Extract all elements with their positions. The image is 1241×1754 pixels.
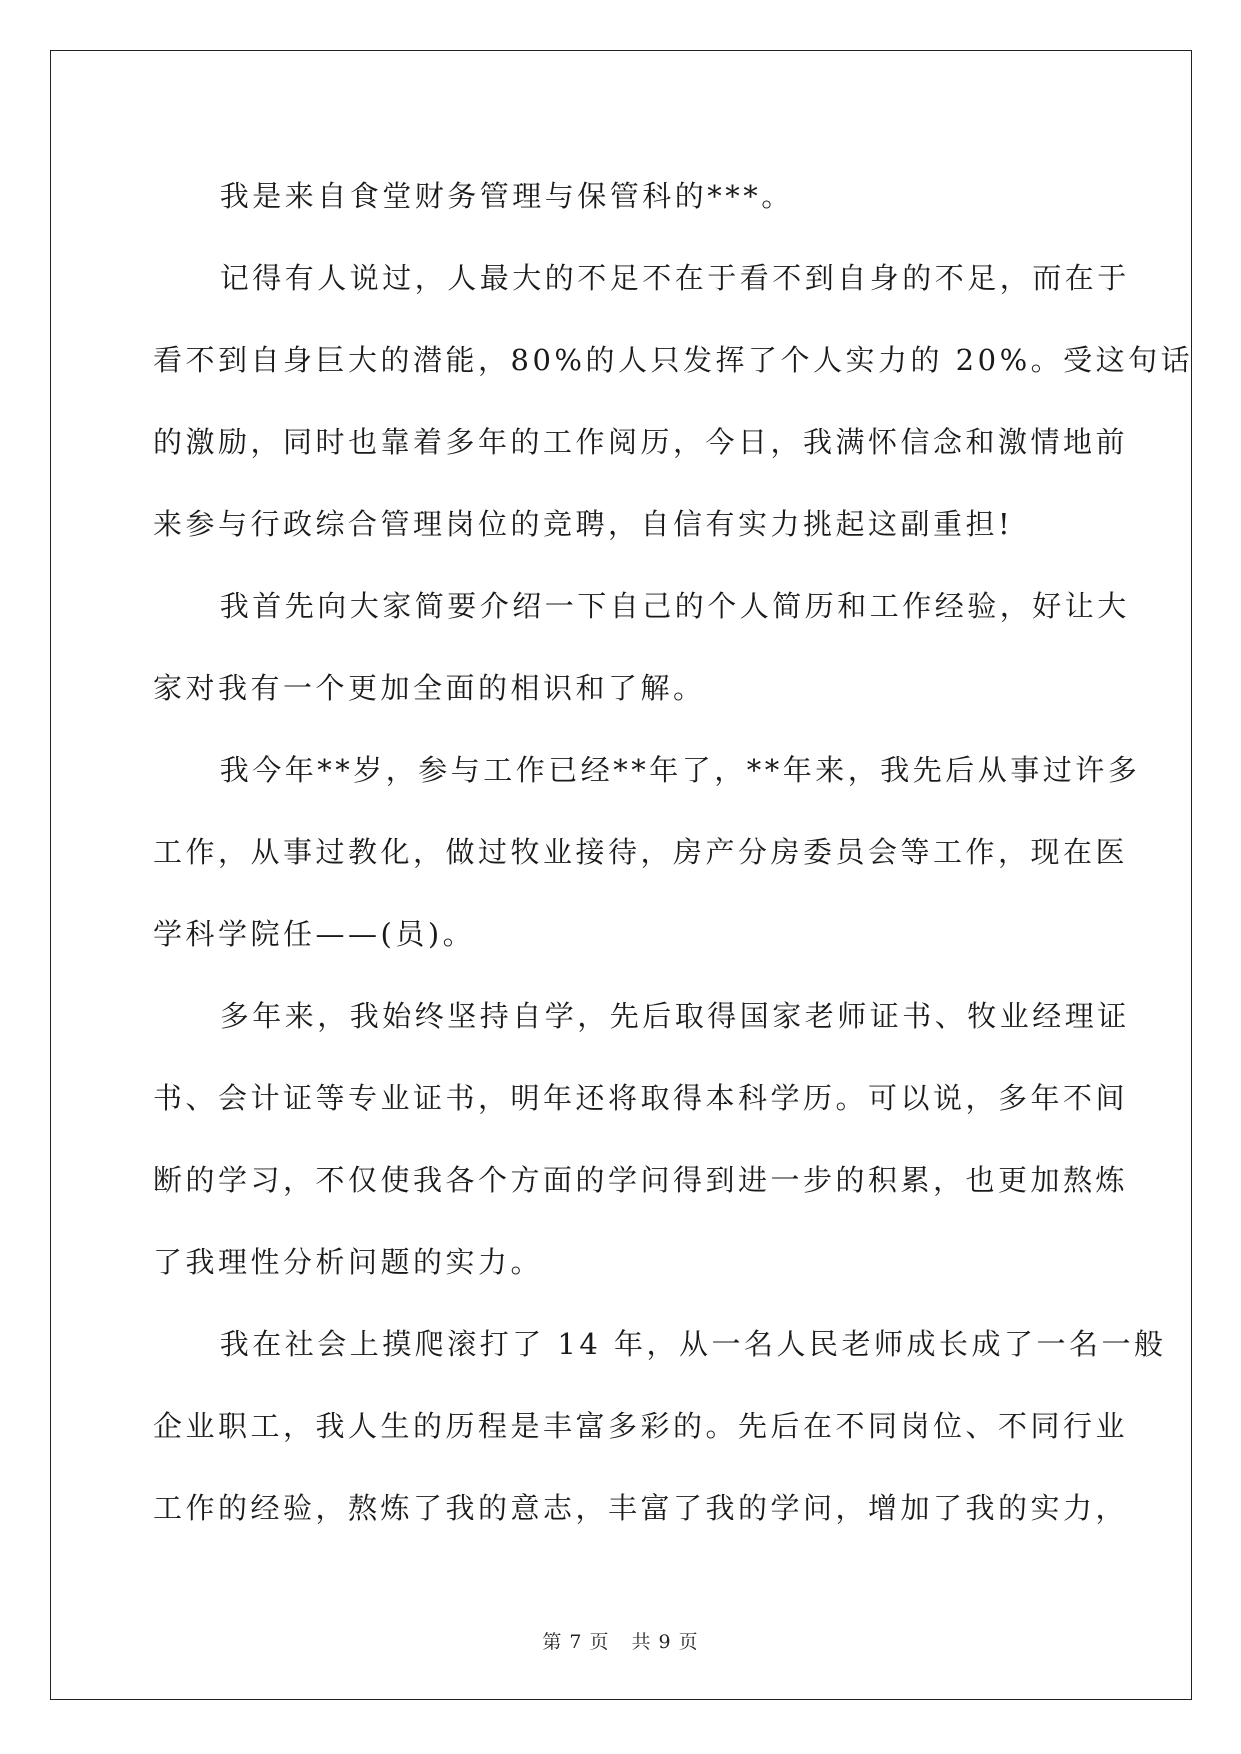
text-line: 看不到自身巨大的潜能，80%的人只发挥了个人实力的 20%。受这句话 — [153, 343, 1194, 377]
text-line: 企业职工，我人生的历程是丰富多彩的。先后在不同岗位、不同行业 — [153, 1409, 1129, 1443]
text-line: 工作，从事过教化，做过牧业接待，房产分房委员会等工作，现在医 — [153, 835, 1129, 869]
paragraph — [153, 565, 1130, 729]
page-number: 第 7 页 — [542, 1631, 610, 1653]
text-line: 学科学院任——(员)。 — [153, 917, 476, 951]
text-line: 多年来，我始终坚持自学，先后取得国家老师证书、牧业经理证 — [219, 999, 1130, 1033]
text-line: 我是来自食堂财务管理与保管科的***。 — [219, 179, 794, 213]
text-line: 了我理性分析问题的实力。 — [153, 1245, 544, 1279]
text-line: 来参与行政综合管理岗位的竞聘，自信有实力挑起这副重担! — [153, 507, 1014, 541]
paragraph — [153, 1303, 1167, 1549]
text-line: 我今年**岁，参与工作已经**年了，**年来，我先后从事过许多 — [219, 753, 1141, 787]
text-line: 书、会计证等专业证书，明年还将取得本科学历。可以说，多年不间 — [153, 1081, 1129, 1115]
text-line: 断的学习，不仅使我各个方面的学问得到进一步的积累，也更加熬炼 — [153, 1163, 1129, 1197]
paragraph — [153, 729, 1141, 975]
paragraph — [153, 155, 1088, 237]
text-line: 工作的经验，熬炼了我的意志，丰富了我的学问，增加了我的实力， — [153, 1491, 1129, 1525]
document-body — [153, 155, 1194, 1549]
paragraph — [153, 237, 1194, 565]
text-line: 我在社会上摸爬滚打了 14 年，从一名人民老师成长成了一名一般 — [219, 1327, 1167, 1361]
text-line: 家对我有一个更加全面的相识和了解。 — [153, 671, 706, 705]
page-total: 共 9 页 — [631, 1631, 699, 1653]
text-line: 我首先向大家简要介绍一下自己的个人简历和工作经验，好让大 — [219, 589, 1130, 623]
page-footer — [0, 1627, 1241, 1654]
text-line: 的激励，同时也靠着多年的工作阅历，今日，我满怀信念和激情地前 — [153, 425, 1129, 459]
text-line: 记得有人说过，人最大的不足不在于看不到自身的不足，而在于 — [219, 261, 1130, 295]
paragraph — [153, 975, 1130, 1303]
